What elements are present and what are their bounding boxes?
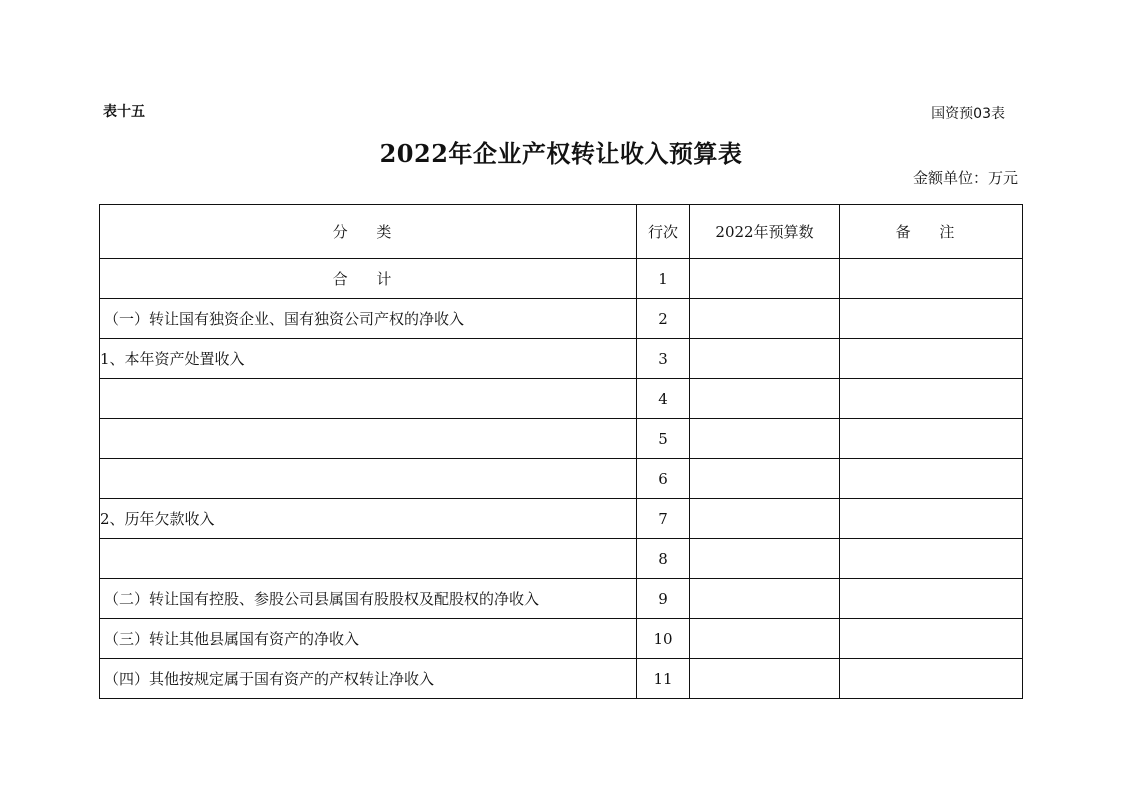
category-cell: [100, 459, 637, 499]
unit-label: 金额单位：万元: [912, 169, 1018, 187]
remarks-cell: [840, 419, 1023, 459]
budget-cell: [690, 499, 840, 539]
row-number-cell: 8: [637, 539, 690, 579]
row-number-cell: 7: [637, 499, 690, 539]
row-number-cell: 3: [637, 339, 690, 379]
budget-cell: [690, 539, 840, 579]
category-cell: 2、历年欠款收入: [100, 499, 637, 539]
remarks-cell: [840, 299, 1023, 339]
table-row: [100, 499, 1023, 539]
category-cell: 合 计: [100, 259, 637, 299]
row-number-cell: 11: [637, 659, 690, 699]
category-cell: [100, 419, 637, 459]
table-row: [100, 299, 1023, 339]
budget-cell: [690, 419, 840, 459]
remarks-cell: [840, 659, 1023, 699]
table-row: [100, 339, 1023, 379]
category-cell: （四）其他按规定属于国有资产的产权转让净收入: [100, 659, 637, 699]
category-cell: （三）转让其他县属国有资产的净收入: [100, 619, 637, 659]
column-header-category: 分 类: [100, 205, 637, 259]
table-row: [100, 539, 1023, 579]
column-header-remarks: 备 注: [840, 205, 1023, 259]
category-cell: （一）转让国有独资企业、国有独资公司产权的净收入: [100, 299, 637, 339]
remarks-cell: [840, 579, 1023, 619]
remarks-cell: [840, 379, 1023, 419]
remarks-cell: [840, 619, 1023, 659]
row-number-cell: 4: [637, 379, 690, 419]
budget-cell: [690, 299, 840, 339]
category-cell: 1、本年资产处置收入: [100, 339, 637, 379]
column-header-row-no: 行次: [637, 205, 690, 259]
table-code-label: 表十五: [103, 104, 145, 120]
row-number-cell: 6: [637, 459, 690, 499]
form-code-label: 国资预03表: [931, 106, 1005, 122]
table-row: [100, 459, 1023, 499]
table-row: [100, 259, 1023, 299]
table-row: [100, 579, 1023, 619]
remarks-cell: [840, 539, 1023, 579]
row-number-cell: 9: [637, 579, 690, 619]
page-title: 2022年企业产权转让收入预算表: [379, 139, 743, 168]
remarks-cell: [840, 459, 1023, 499]
budget-table: [99, 204, 1023, 699]
budget-cell: [690, 379, 840, 419]
table-row: [100, 379, 1023, 419]
row-number-cell: 10: [637, 619, 690, 659]
budget-cell: [690, 459, 840, 499]
budget-cell: [690, 619, 840, 659]
budget-cell: [690, 339, 840, 379]
column-header-budget: 2022年预算数: [690, 205, 840, 259]
table-row: [100, 419, 1023, 459]
remarks-cell: [840, 339, 1023, 379]
table-row: [100, 659, 1023, 699]
row-number-cell: 2: [637, 299, 690, 339]
remarks-cell: [840, 499, 1023, 539]
category-cell: [100, 379, 637, 419]
row-number-cell: 1: [637, 259, 690, 299]
category-cell: （二）转让国有控股、参股公司县属国有股股权及配股权的净收入: [100, 579, 637, 619]
row-number-cell: 5: [637, 419, 690, 459]
table-header-row: [100, 205, 1023, 259]
remarks-cell: [840, 259, 1023, 299]
budget-cell: [690, 659, 840, 699]
category-cell: [100, 539, 637, 579]
budget-cell: [690, 259, 840, 299]
table-row: [100, 619, 1023, 659]
budget-cell: [690, 579, 840, 619]
